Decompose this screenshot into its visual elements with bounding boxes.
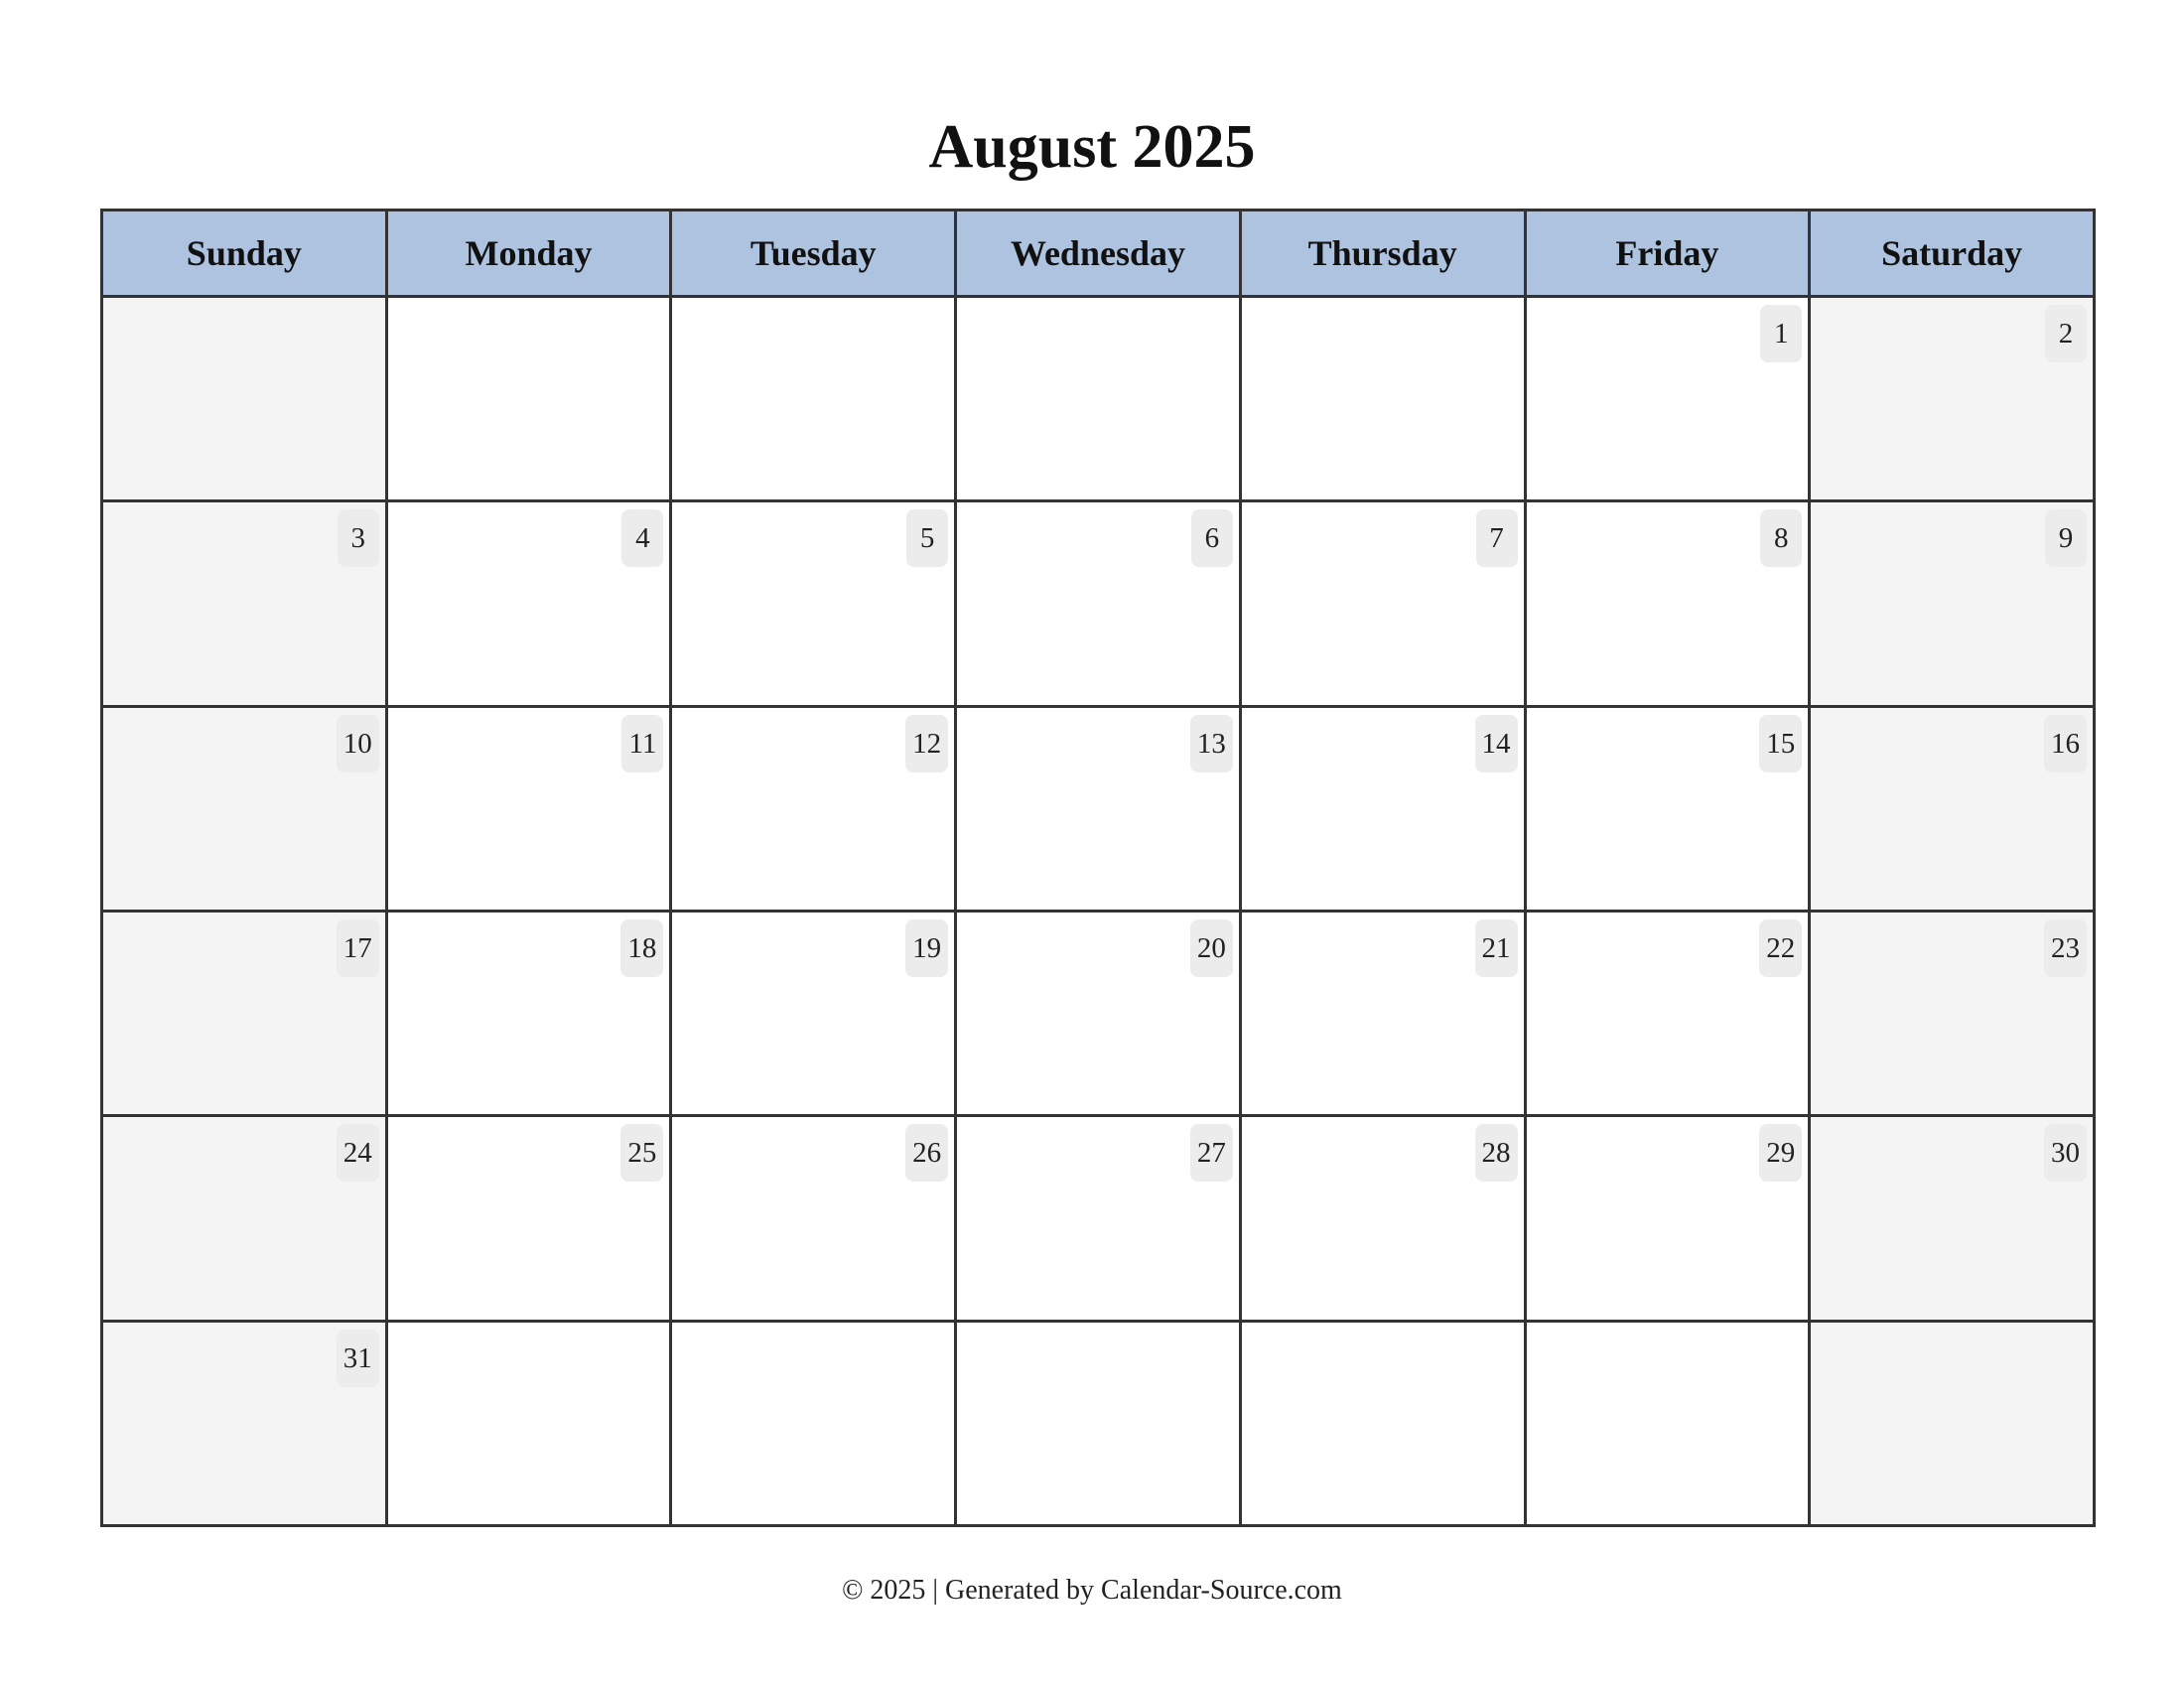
day-cell [956, 706, 1241, 911]
weekday-header: Friday [1525, 211, 1810, 297]
day-cell [1240, 1321, 1525, 1525]
day-number: 30 [2044, 1124, 2087, 1182]
day-number: 22 [1759, 919, 1802, 977]
day-number: 26 [905, 1124, 948, 1182]
day-cell [1240, 501, 1525, 706]
day-cell [386, 1116, 671, 1321]
day-number: 12 [905, 715, 948, 773]
day-number: 24 [337, 1124, 379, 1182]
day-number: 6 [1191, 509, 1233, 567]
weekday-header: Sunday [102, 211, 387, 297]
day-number: 27 [1190, 1124, 1233, 1182]
day-cell [671, 501, 956, 706]
week-row [102, 1116, 2095, 1321]
day-cell [386, 297, 671, 501]
month-grid [100, 209, 2096, 1527]
day-cell [1240, 706, 1525, 911]
day-cell [1525, 297, 1810, 501]
day-number: 13 [1190, 715, 1233, 773]
weekday-header: Saturday [1810, 211, 2095, 297]
day-cell [1525, 706, 1810, 911]
day-cell [956, 1116, 1241, 1321]
day-number: 2 [2045, 305, 2087, 362]
week-row [102, 501, 2095, 706]
day-cell [1810, 1321, 2095, 1525]
weekday-header: Thursday [1240, 211, 1525, 297]
week-row [102, 911, 2095, 1115]
day-number: 19 [905, 919, 948, 977]
calendar-title: August 2025 [928, 113, 1256, 181]
day-number: 17 [337, 919, 379, 977]
day-number: 4 [621, 509, 663, 567]
day-number: 20 [1190, 919, 1233, 977]
day-number: 9 [2045, 509, 2087, 567]
day-number: 11 [621, 715, 663, 773]
day-cell [671, 706, 956, 911]
day-cell [671, 911, 956, 1115]
day-cell [1525, 911, 1810, 1115]
day-cell [956, 1321, 1241, 1525]
day-number: 29 [1759, 1124, 1802, 1182]
day-cell [102, 911, 387, 1115]
day-number: 15 [1759, 715, 1802, 773]
day-number: 16 [2044, 715, 2087, 773]
day-cell [1525, 501, 1810, 706]
day-cell [386, 501, 671, 706]
day-number: 5 [906, 509, 948, 567]
day-cell [671, 1116, 956, 1321]
week-row [102, 1321, 2095, 1525]
day-number: 10 [337, 715, 379, 773]
day-number: 23 [2044, 919, 2087, 977]
day-number: 31 [337, 1330, 379, 1387]
weekday-header: Wednesday [956, 211, 1241, 297]
day-number: 3 [338, 509, 379, 567]
day-number: 25 [620, 1124, 663, 1182]
day-cell [1525, 1116, 1810, 1321]
day-cell [102, 706, 387, 911]
day-cell [1810, 1116, 2095, 1321]
day-cell [1240, 911, 1525, 1115]
day-cell [1525, 1321, 1810, 1525]
day-cell [102, 501, 387, 706]
day-number: 28 [1475, 1124, 1518, 1182]
footer-credit: © 2025 | Generated by Calendar-Source.com [842, 1575, 1342, 1606]
day-cell [1810, 911, 2095, 1115]
day-cell [1810, 706, 2095, 911]
weekday-header-row [102, 211, 2095, 297]
day-number: 7 [1476, 509, 1518, 567]
day-cell [386, 706, 671, 911]
day-number: 1 [1760, 305, 1802, 362]
day-cell [386, 911, 671, 1115]
day-cell [671, 297, 956, 501]
day-number: 14 [1475, 715, 1518, 773]
day-number: 18 [620, 919, 663, 977]
day-cell [1810, 501, 2095, 706]
day-cell [671, 1321, 956, 1525]
day-number: 8 [1760, 509, 1802, 567]
day-cell [956, 297, 1241, 501]
day-cell [1810, 297, 2095, 501]
day-number: 21 [1475, 919, 1518, 977]
weekday-header: Monday [386, 211, 671, 297]
weekday-header: Tuesday [671, 211, 956, 297]
week-row [102, 297, 2095, 501]
day-cell [956, 911, 1241, 1115]
day-cell [102, 1116, 387, 1321]
day-cell [102, 1321, 387, 1525]
week-row [102, 706, 2095, 911]
day-cell [386, 1321, 671, 1525]
day-cell [956, 501, 1241, 706]
day-cell [102, 297, 387, 501]
day-cell [1240, 297, 1525, 501]
day-cell [1240, 1116, 1525, 1321]
